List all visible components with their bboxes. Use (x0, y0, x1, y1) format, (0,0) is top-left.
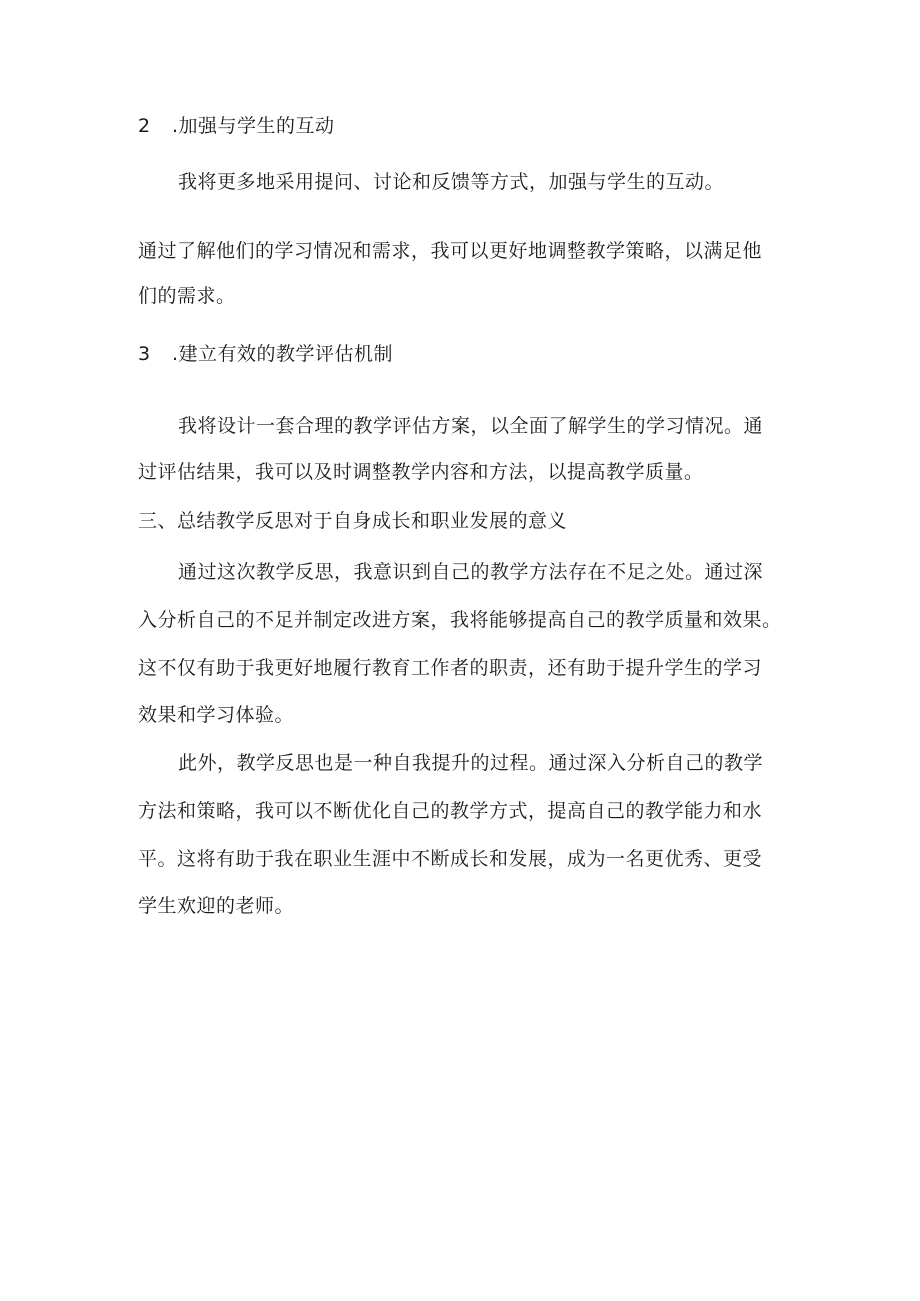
paragraph-line: 通过这次教学反思，我意识到自己的教学方法存在不足之处。通过深 (178, 561, 764, 583)
paragraph-line: 这不仅有助于我更好地履行教育工作者的职责，还有助于提升学生的学习 (138, 657, 763, 679)
paragraph-line: 我将更多地采用提问、讨论和反馈等方式，加强与学生的互动。 (178, 171, 725, 193)
paragraph-line: 我将设计一套合理的教学评估方案，以全面了解学生的学习情况。通 (178, 415, 764, 437)
paragraph-line: 入分析自己的不足并制定改进方案，我将能够提高自己的教学质量和效果。 (138, 609, 782, 631)
paragraph-line: 们的需求。 (138, 285, 236, 307)
heading-number: 3 (138, 343, 151, 365)
heading-item-2 (138, 114, 335, 138)
heading-item-3 (138, 342, 393, 366)
paragraph-line: 效果和学习体验。 (138, 704, 295, 726)
paragraph-line: 学生欢迎的老师。 (138, 895, 295, 917)
paragraph-line: 方法和策略，我可以不断优化自己的教学方式，提高自己的教学能力和水 (138, 800, 763, 822)
paragraph-line: 此外，教学反思也是一种自我提升的过程。通过深入分析自己的教学 (178, 752, 764, 774)
paragraph-line: 平。这将有助于我在职业生涯中不断成长和发展，成为一名更优秀、更受 (138, 848, 763, 870)
paragraph-line: 通过了解他们的学习情况和需求，我可以更好地调整教学策略，以满足他 (138, 240, 763, 262)
heading-number: 2 (138, 115, 151, 137)
section-heading: 三、总结教学反思对于自身成长和职业发展的意义 (138, 510, 568, 532)
heading-text: .建立有效的教学评估机制 (172, 343, 394, 365)
paragraph-line: 过评估结果，我可以及时调整教学内容和方法，以提高教学质量。 (138, 461, 704, 483)
heading-text: .加强与学生的互动 (172, 115, 335, 137)
